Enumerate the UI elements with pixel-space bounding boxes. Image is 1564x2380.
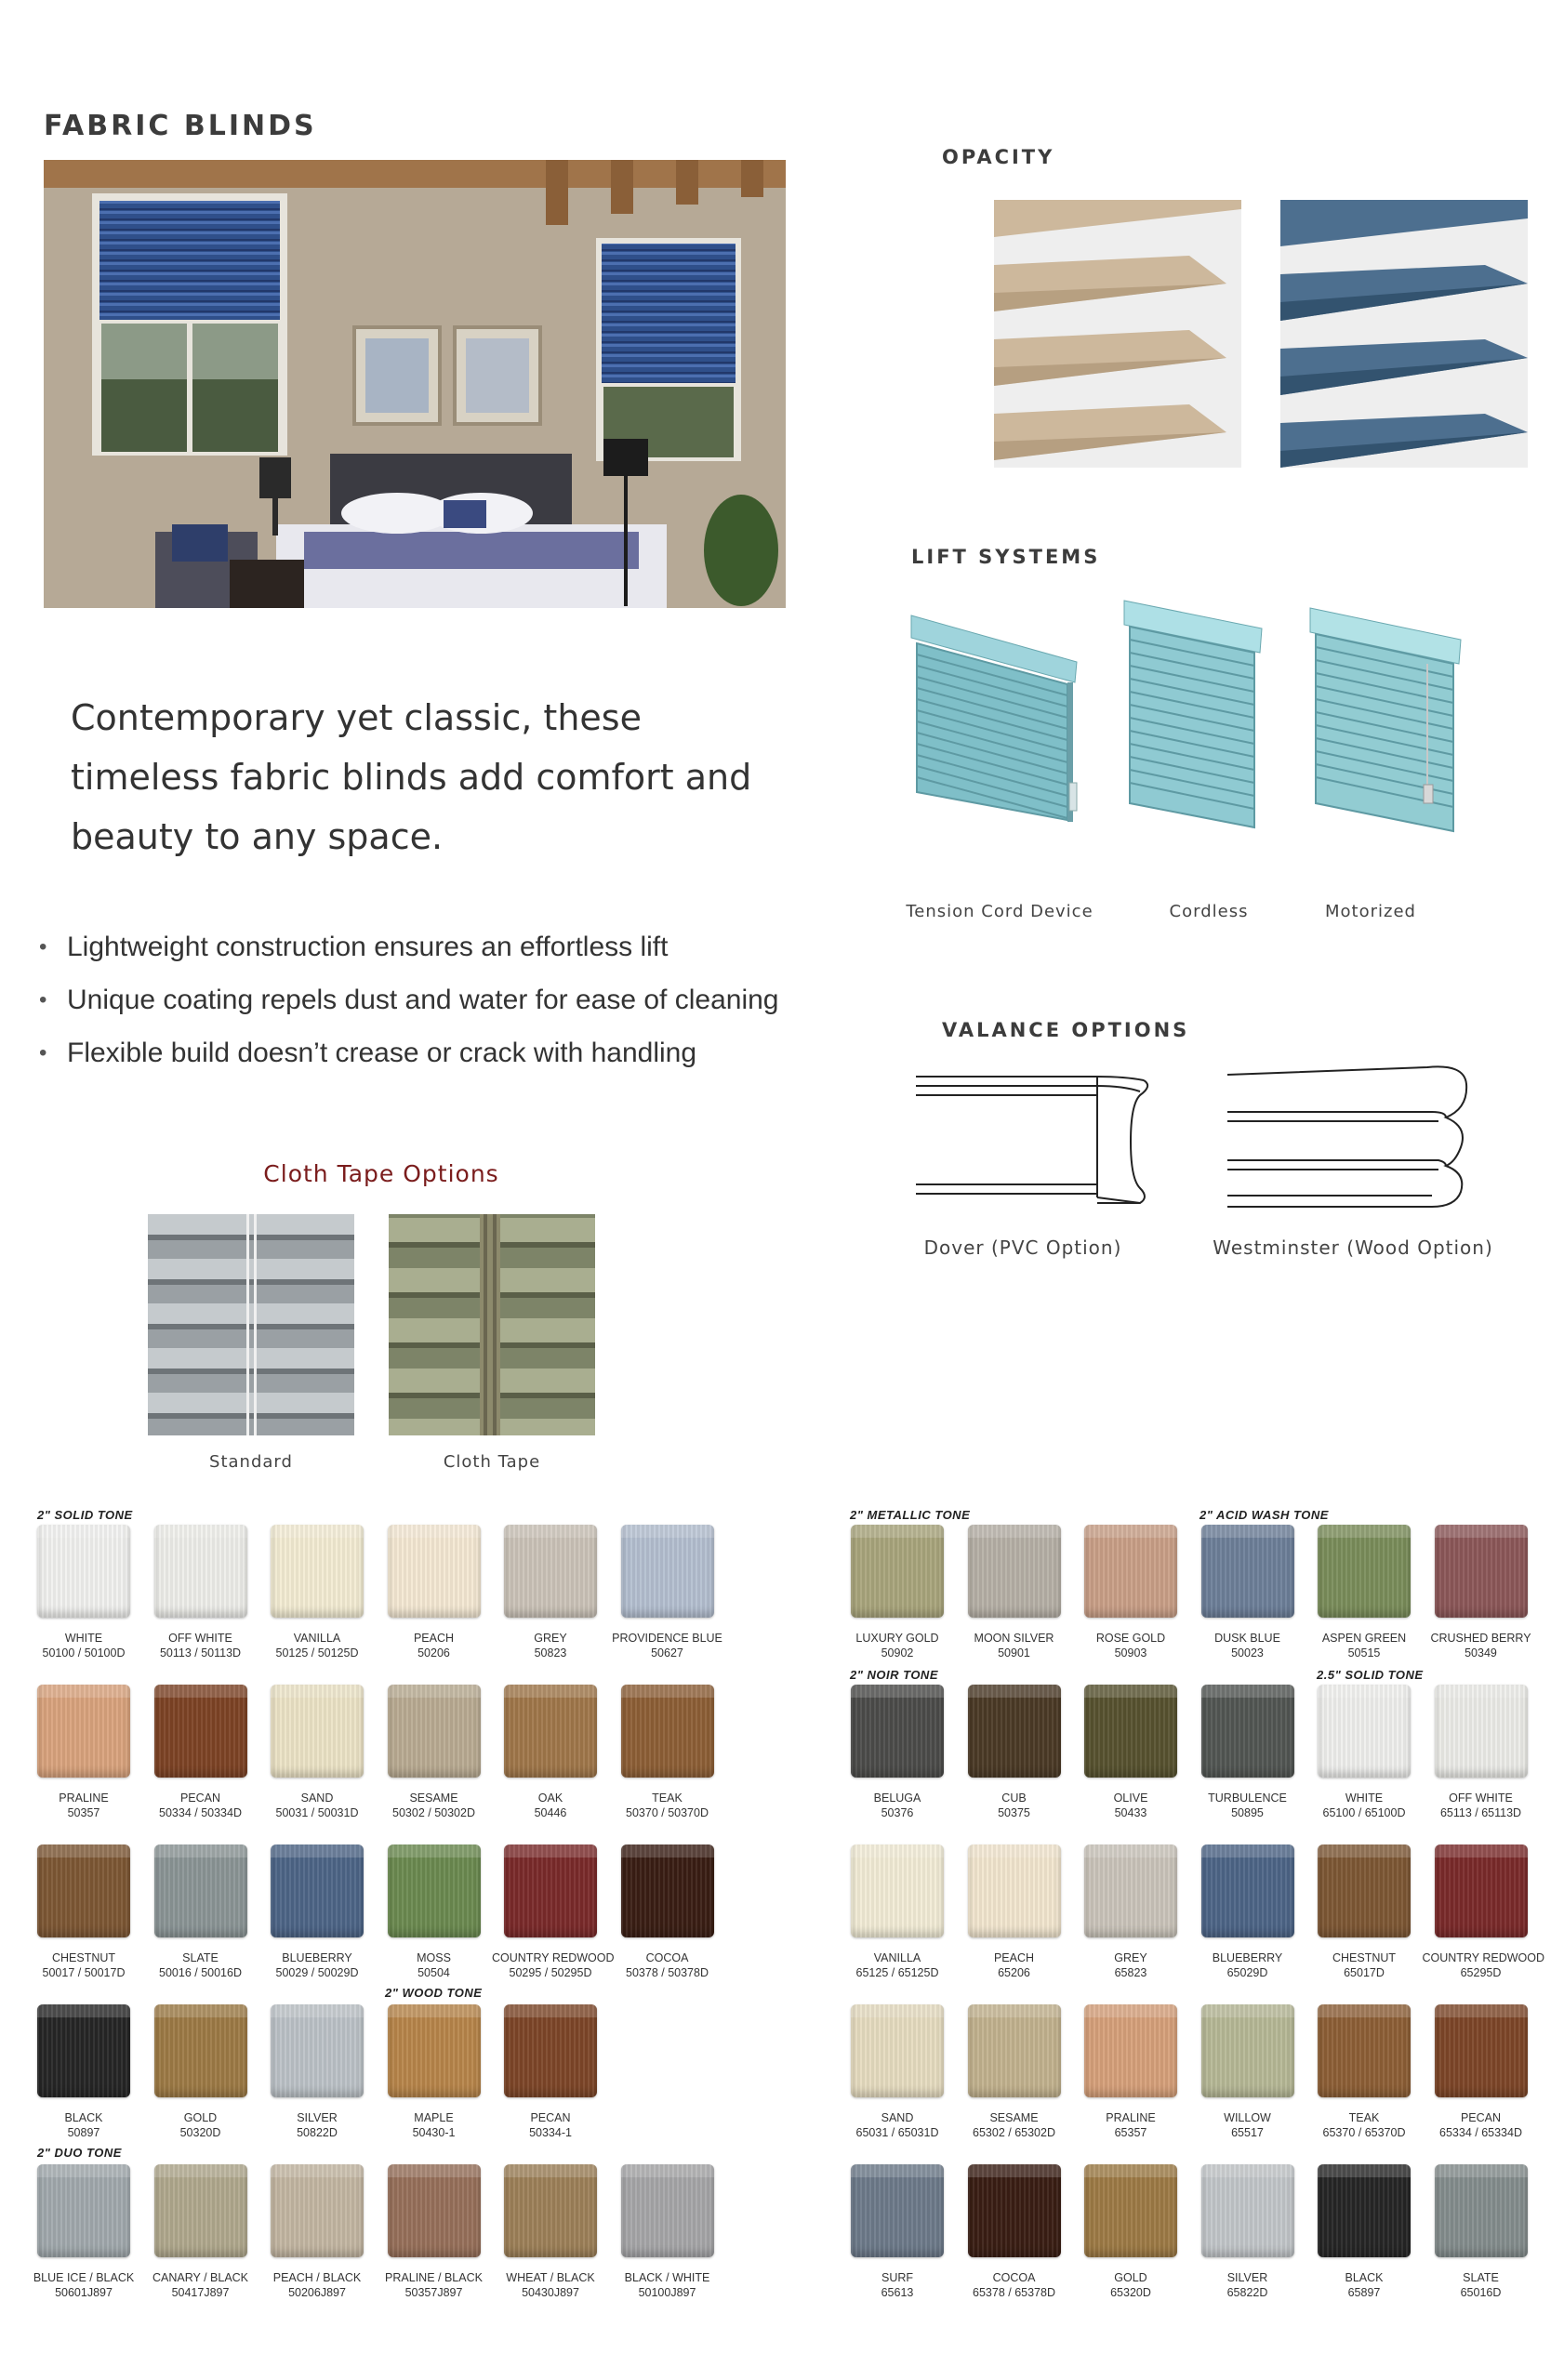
group-label-duo-tone: 2" DUO TONE [37, 2146, 122, 2160]
swatch-code: 65113 / 65113D [1439, 1806, 1522, 1819]
swatch-name: PEACH [413, 1632, 455, 1645]
swatch-code: 50016 / 50016D [159, 1966, 242, 1979]
swatch-chip [851, 1685, 944, 1778]
swatch-chip [851, 2164, 944, 2257]
swatch-name: GOLD [1114, 2271, 1147, 2284]
swatch-chip [154, 1844, 247, 1937]
swatch-chip [271, 1685, 364, 1778]
color-swatch[interactable] [839, 1844, 956, 1980]
swatch-name: VANILLA [293, 1632, 341, 1645]
westminster-valance-drawing [1223, 1056, 1478, 1216]
color-swatch[interactable] [1423, 2004, 1540, 2140]
swatch-chip [621, 2164, 714, 2257]
color-swatch[interactable] [376, 1844, 493, 1980]
swatch-chip [37, 1844, 130, 1937]
swatch-name: COCOA [992, 2271, 1036, 2284]
color-swatch[interactable] [956, 1844, 1073, 1980]
swatch-name: TEAK [652, 1792, 683, 1805]
swatch-name: SURF [881, 2271, 914, 2284]
color-swatch[interactable] [609, 2164, 726, 2300]
color-swatch[interactable] [1306, 1525, 1423, 1660]
swatch-code: 50627 [651, 1646, 683, 1659]
swatch-chip [1435, 1525, 1528, 1618]
swatch-name: MOSS [417, 1951, 451, 1964]
swatch-name: TEAK [1348, 2111, 1380, 2124]
color-swatch[interactable] [258, 2004, 376, 2140]
page-title: FABRIC BLINDS [44, 110, 317, 142]
valance-caption-dover: Dover (PVC Option) [923, 1236, 1122, 1259]
swatch-name: PEACH [993, 1951, 1035, 1964]
color-swatch[interactable] [609, 1685, 726, 1820]
swatch-chip [37, 2004, 130, 2097]
bedroom-hero-image [44, 160, 786, 608]
swatch-name: SESAME [989, 2111, 1039, 2124]
color-swatch[interactable] [839, 1685, 956, 1820]
swatch-code: 65320D [1110, 2286, 1151, 2299]
swatch-name: VANILLA [873, 1951, 921, 1964]
swatch-chip [1318, 1525, 1411, 1618]
swatch-chip [1084, 1685, 1177, 1778]
color-swatch[interactable] [1423, 1525, 1540, 1660]
swatch-code: 50823 [534, 1646, 567, 1659]
lift-caption-motorized: Motorized [1325, 902, 1416, 921]
swatch-name: GREY [534, 1632, 567, 1645]
color-swatch[interactable] [25, 2004, 142, 2140]
color-swatch[interactable] [142, 2164, 259, 2300]
swatch-code: 50302 / 50302D [392, 1806, 475, 1819]
swatch-chip [1201, 2164, 1294, 2257]
swatch-code: 50515 [1347, 1646, 1381, 1659]
swatch-name: DUSK BLUE [1214, 1632, 1280, 1645]
swatch-name: SILVER [1226, 2271, 1268, 2284]
swatch-name: GOLD [183, 2111, 218, 2124]
swatch-chip [1201, 1685, 1294, 1778]
swatch-name: TURBULENCE [1208, 1792, 1287, 1805]
swatch-chip [388, 2164, 481, 2257]
swatch-chip [504, 1844, 597, 1937]
color-swatch[interactable] [492, 1844, 615, 1980]
swatch-code: 50100J897 [638, 2286, 696, 2299]
color-swatch[interactable] [1072, 2164, 1189, 2300]
color-swatch[interactable] [1423, 2164, 1540, 2300]
swatch-name: MOON SILVER [974, 1632, 1054, 1645]
swatch-chip [1435, 1844, 1528, 1937]
color-swatch[interactable] [609, 1844, 726, 1980]
swatch-name: BLACK [64, 2111, 103, 2124]
color-swatch[interactable] [1072, 1685, 1189, 1820]
swatch-code: 50023 [1231, 1646, 1264, 1659]
cloth-tape-title: Cloth Tape Options [263, 1160, 499, 1187]
color-swatch[interactable] [1072, 1525, 1189, 1660]
swatch-code: 50125 / 50125D [275, 1646, 359, 1659]
lift-caption-tension: Tension Cord Device [906, 902, 1093, 921]
swatch-name: ROSE GOLD [1095, 1632, 1166, 1645]
swatch-chip [1318, 2004, 1411, 2097]
swatch-chip [1201, 1525, 1294, 1618]
swatch-code: 50334 / 50334D [159, 1806, 242, 1819]
swatch-code: 50029 / 50029D [275, 1966, 359, 1979]
swatch-code: 65897 [1347, 2286, 1381, 2299]
swatch-name: CHESTNUT [51, 1951, 116, 1964]
color-swatch[interactable] [839, 2004, 956, 2140]
swatch-code: 50430-1 [412, 2126, 456, 2139]
swatch-code: 50417J897 [171, 2286, 230, 2299]
color-swatch[interactable] [839, 1525, 956, 1660]
swatch-code: 50357J897 [404, 2286, 463, 2299]
swatch-code: 50320D [179, 2126, 221, 2139]
swatch-code: 65334 / 65334D [1439, 2126, 1522, 2139]
swatch-name: CUB [1001, 1792, 1027, 1805]
swatch-name: SAND [881, 2111, 914, 2124]
swatch-name: PECAN [1460, 2111, 1502, 2124]
swatch-code: 65125 / 65125D [855, 1966, 939, 1979]
color-swatch[interactable] [25, 1685, 142, 1820]
color-swatch[interactable] [492, 2004, 609, 2140]
swatch-chip [504, 2004, 597, 2097]
swatch-chip [1084, 1525, 1177, 1618]
swatch-chip [968, 1525, 1061, 1618]
cloth-tape-caption-standard: Standard [209, 1452, 293, 1472]
swatch-code: 65302 / 65302D [973, 2126, 1055, 2139]
swatch-name: WILLOW [1224, 2111, 1271, 2124]
swatch-chip [1084, 2004, 1177, 2097]
swatch-code: 65370 / 65370D [1322, 2126, 1406, 2139]
color-swatch[interactable] [1306, 2164, 1423, 2300]
swatch-code: 50903 [1114, 1646, 1147, 1659]
color-swatch[interactable] [258, 2164, 376, 2300]
swatch-name: PECAN [530, 2111, 571, 2124]
color-swatch[interactable] [1306, 1844, 1423, 1980]
swatch-chip [1435, 1685, 1528, 1778]
swatch-chip [388, 2004, 481, 2097]
swatch-name: SAND [300, 1792, 334, 1805]
color-swatch[interactable] [956, 2164, 1073, 2300]
valance-caption-westminster: Westminster (Wood Option) [1213, 1236, 1493, 1259]
swatch-code: 50822D [297, 2126, 338, 2139]
color-swatch[interactable] [1306, 1685, 1423, 1820]
swatch-code: 65295D [1460, 1966, 1502, 1979]
swatch-code: 65100 / 65100D [1322, 1806, 1406, 1819]
swatch-name: PEACH / BLACK [272, 2271, 362, 2284]
swatch-chip [271, 1525, 364, 1618]
color-swatch[interactable] [1306, 2004, 1423, 2140]
color-swatch[interactable] [1422, 1844, 1544, 1980]
swatch-code: 65613 [881, 2286, 914, 2299]
swatch-name: OFF WHITE [168, 1632, 232, 1645]
swatch-code: 50357 [67, 1806, 100, 1819]
swatch-code: 50902 [881, 1646, 914, 1659]
swatch-name: LUXURY GOLD [855, 1632, 939, 1645]
color-swatch[interactable] [492, 1525, 609, 1660]
swatch-name: OAK [537, 1792, 563, 1805]
swatch-name: COUNTRY REDWOOD [1422, 1951, 1544, 1964]
color-swatch[interactable] [839, 2164, 956, 2300]
swatch-name: BLACK / WHITE [624, 2271, 710, 2284]
swatch-name: GREY [1114, 1951, 1147, 1964]
swatch-name: WHITE [64, 1632, 103, 1645]
swatch-code: 50100 / 50100D [42, 1646, 126, 1659]
swatch-code: 65822D [1226, 2286, 1268, 2299]
swatch-chip [968, 1844, 1061, 1937]
swatch-chip [1084, 1844, 1177, 1937]
color-swatch[interactable] [142, 2004, 259, 2140]
color-swatch[interactable] [956, 1525, 1073, 1660]
swatch-name: ASPEN GREEN [1321, 1632, 1407, 1645]
swatch-code: 50375 [998, 1806, 1030, 1819]
swatch-code: 65017D [1344, 1966, 1385, 1979]
color-swatch[interactable] [258, 1525, 376, 1660]
swatch-name: COUNTRY REDWOOD [492, 1951, 615, 1964]
swatch-chip [851, 2004, 944, 2097]
swatch-chip [37, 1685, 130, 1778]
swatch-chip [1201, 1844, 1294, 1937]
group-label-wood-tone: 2" WOOD TONE [385, 1986, 483, 2000]
swatch-chip [504, 2164, 597, 2257]
lift-systems-title: LIFT SYSTEMS [911, 546, 1101, 568]
swatch-code: 50378 / 50378D [626, 1966, 709, 1979]
swatch-chip [621, 1685, 714, 1778]
swatch-name: WHITE [1345, 1792, 1384, 1805]
swatch-chip [968, 1685, 1061, 1778]
color-swatch[interactable] [376, 2004, 493, 2140]
color-swatch[interactable] [1072, 2004, 1189, 2140]
color-swatch[interactable] [376, 1685, 493, 1820]
color-swatch[interactable] [1189, 2164, 1306, 2300]
swatch-name: PRALINE / BLACK [385, 2271, 483, 2284]
swatch-chip [968, 2164, 1061, 2257]
color-swatch[interactable] [142, 1844, 259, 1980]
color-swatch[interactable] [376, 2164, 493, 2300]
swatch-chip [851, 1844, 944, 1937]
swatch-code: 50334-1 [529, 2126, 572, 2139]
group-label-metallic-tone: 2" METALLIC TONE [850, 1508, 971, 1522]
swatch-chip [271, 2004, 364, 2097]
swatch-chip [504, 1685, 597, 1778]
swatch-name: WHEAT / BLACK [506, 2271, 595, 2284]
swatch-name: OLIVE [1113, 1792, 1148, 1805]
swatch-name: PROVIDENCE BLUE [612, 1632, 722, 1645]
swatch-code: 50370 / 50370D [626, 1806, 709, 1819]
swatch-name: PRALINE [1106, 2111, 1156, 2124]
swatch-code: 50897 [67, 2126, 100, 2139]
swatch-chip [968, 2004, 1061, 2097]
swatch-name: SLATE [1463, 2271, 1499, 2284]
swatch-name: SILVER [297, 2111, 338, 2124]
color-swatch[interactable] [956, 1685, 1073, 1820]
swatch-code: 65823 [1114, 1966, 1147, 1979]
swatch-name: BLUEBERRY [1212, 1951, 1283, 1964]
color-swatch[interactable] [609, 1525, 726, 1660]
color-swatch[interactable] [142, 1685, 259, 1820]
swatch-chip [388, 1525, 481, 1618]
swatch-name: BLUEBERRY [282, 1951, 352, 1964]
swatch-code: 65357 [1114, 2126, 1147, 2139]
swatch-code: 50376 [881, 1806, 914, 1819]
swatch-code: 50295 / 50295D [509, 1966, 592, 1979]
swatch-code: 50901 [998, 1646, 1030, 1659]
swatch-name: BLACK [1345, 2271, 1384, 2284]
swatch-name: COCOA [645, 1951, 689, 1964]
swatch-chip [621, 1844, 714, 1937]
swatch-name: BLUE ICE / BLACK [33, 2271, 135, 2284]
color-swatch[interactable] [142, 1525, 259, 1660]
swatch-chip [388, 1685, 481, 1778]
color-swatch[interactable] [25, 1844, 142, 1980]
swatch-name: OFF WHITE [1449, 1792, 1513, 1805]
color-swatch[interactable] [376, 1525, 493, 1660]
color-swatch[interactable] [1072, 1844, 1189, 1980]
swatch-code: 50206 [418, 1646, 450, 1659]
swatch-chip [388, 1844, 481, 1937]
swatch-chip [851, 1525, 944, 1618]
swatch-code: 65016D [1460, 2286, 1502, 2299]
swatch-chip [1318, 1844, 1411, 1937]
swatch-code: 50895 [1231, 1806, 1264, 1819]
swatch-code: 50017 / 50017D [42, 1966, 126, 1979]
swatch-chip [154, 2164, 247, 2257]
tagline: Contemporary yet classic, these timeless fabric blinds add comfort and beauty to any space. [71, 697, 752, 857]
tension-cord-blind-image [909, 606, 1095, 839]
opacity-title: OPACITY [942, 146, 1055, 168]
color-swatch[interactable] [1423, 1685, 1540, 1820]
color-swatch[interactable] [258, 1685, 376, 1820]
dover-valance-drawing [911, 1067, 1158, 1216]
swatch-name: MAPLE [414, 2111, 454, 2124]
swatch-code: 65378 / 65378D [973, 2286, 1055, 2299]
swatch-chip [271, 2164, 364, 2257]
color-swatch[interactable] [258, 1844, 376, 1980]
swatch-chip [37, 2164, 130, 2257]
swatch-code: 50113 / 50113D [159, 1646, 242, 1659]
swatch-name: PRALINE [59, 1792, 109, 1805]
lift-caption-cordless: Cordless [1169, 902, 1249, 921]
standard-tape-image [148, 1214, 354, 1435]
swatch-chip [37, 1525, 130, 1618]
color-swatch[interactable] [25, 1525, 142, 1660]
motorized-blind-image [1306, 602, 1474, 840]
swatch-code: 65517 [1231, 2126, 1264, 2139]
group-label-acid-wash-tone: 2" ACID WASH TONE [1200, 1508, 1329, 1522]
swatch-chip [621, 1525, 714, 1618]
group-label-noir-tone: 2" NOIR TONE [850, 1668, 938, 1682]
cloth-tape-image [389, 1214, 595, 1435]
color-swatch[interactable] [492, 1685, 609, 1820]
group-label-solid-tone: 2" SOLID TONE [37, 1508, 133, 1522]
opacity-light-filtering-image [994, 200, 1241, 468]
swatch-code: 50601J897 [55, 2286, 113, 2299]
swatch-chip [504, 1525, 597, 1618]
swatch-name: CANARY / BLACK [152, 2271, 249, 2284]
swatch-code: 50031 / 50031D [275, 1806, 359, 1819]
swatch-chip [1318, 1685, 1411, 1778]
swatch-name: PECAN [179, 1792, 221, 1805]
color-swatch[interactable] [1189, 1685, 1306, 1820]
swatch-name: SLATE [182, 1951, 219, 1964]
color-swatch[interactable] [492, 2164, 609, 2300]
swatch-name: BELUGA [873, 1792, 921, 1805]
swatch-chip [1435, 2164, 1528, 2257]
color-swatch[interactable] [1189, 1844, 1306, 1980]
swatch-chip [271, 1844, 364, 1937]
swatch-code: 65029D [1226, 1966, 1268, 1979]
color-swatch[interactable] [1189, 1525, 1306, 1660]
feature-item: • Lightweight construction ensures an effortless lift [39, 920, 839, 973]
feature-list [39, 920, 839, 1079]
swatch-name: CHESTNUT [1332, 1951, 1397, 1964]
swatch-code: 65206 [998, 1966, 1030, 1979]
swatch-chip [1318, 2164, 1411, 2257]
swatch-code: 50430J897 [522, 2286, 579, 2299]
swatch-chip [1201, 2004, 1294, 2097]
swatch-name: CRUSHED BERRY [1430, 1632, 1531, 1645]
swatch-code: 50433 [1114, 1806, 1147, 1819]
swatch-code: 50206J897 [288, 2286, 346, 2299]
swatch-name: SESAME [409, 1792, 458, 1805]
color-swatch[interactable] [1189, 2004, 1306, 2140]
swatch-code: 50446 [534, 1806, 567, 1819]
cloth-tape-caption-cloth: Cloth Tape [443, 1452, 541, 1472]
swatch-chip [154, 2004, 247, 2097]
swatch-chip [154, 1525, 247, 1618]
color-swatch[interactable] [956, 2004, 1073, 2140]
swatch-chip [154, 1685, 247, 1778]
feature-item: • Flexible build doesn’t crease or crack with handling [39, 1026, 839, 1079]
swatch-code: 50349 [1465, 1646, 1497, 1659]
cordless-blind-image [1120, 595, 1279, 839]
swatch-chip [1084, 2164, 1177, 2257]
group-label-2-5-solid-tone: 2.5" SOLID TONE [1317, 1668, 1424, 1682]
swatch-code: 65031 / 65031D [855, 2126, 939, 2139]
valance-options-title: VALANCE OPTIONS [942, 1019, 1190, 1041]
swatch-code: 50504 [418, 1966, 450, 1979]
color-swatch[interactable] [25, 2164, 142, 2300]
swatch-chip [1435, 2004, 1528, 2097]
opacity-room-darkening-image [1280, 200, 1528, 468]
feature-item: • Unique coating repels dust and water for ease of cleaning [39, 973, 839, 1026]
